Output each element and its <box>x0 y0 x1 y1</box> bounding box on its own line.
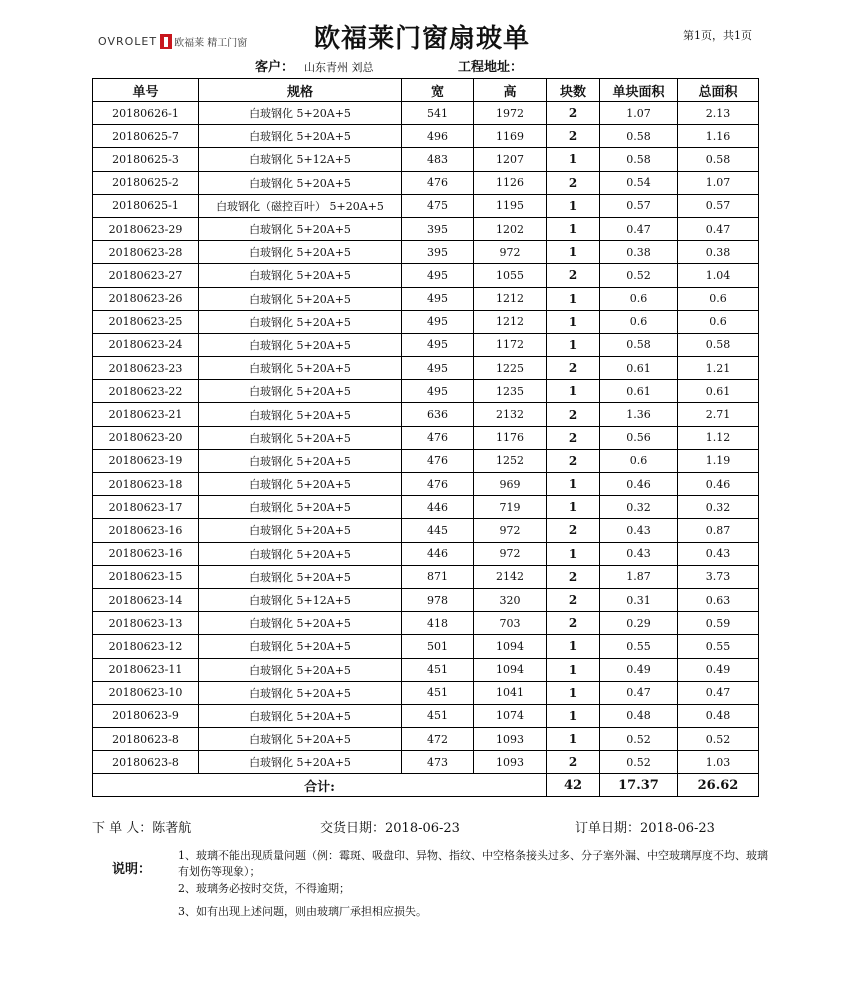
col-order-no-cell: 20180625-7 <box>93 125 199 148</box>
table-row <box>93 287 759 310</box>
col-spec-cell: 白玻钢化 5+20A+5 <box>199 357 402 380</box>
col-spec-cell: 白玻钢化 5+20A+5 <box>199 496 402 519</box>
col-height-cell: 972 <box>474 241 547 264</box>
logo-brand: OVROLET <box>98 34 158 48</box>
table-row <box>93 496 759 519</box>
col-spec-cell: 白玻钢化 5+20A+5 <box>199 171 402 194</box>
col-total-area-cell: 0.87 <box>678 519 759 542</box>
col-qty-cell: 2 <box>547 102 600 125</box>
delivery-date: 交货日期：2018-06-23 <box>320 821 460 836</box>
col-width-cell: 496 <box>402 125 474 148</box>
table-row <box>93 357 759 380</box>
col-spec-cell: 白玻钢化 5+20A+5 <box>199 612 402 635</box>
col-qty-cell: 1 <box>547 194 600 217</box>
table-row <box>93 658 759 681</box>
col-width-cell: 871 <box>402 565 474 588</box>
page-title: 欧福莱门窗扇玻单 <box>313 24 530 54</box>
col-order-no-cell: 20180623-23 <box>93 357 199 380</box>
col-width-cell: 501 <box>402 635 474 658</box>
col-spec-cell: 白玻钢化 5+20A+5 <box>199 681 402 704</box>
col-total-area-cell: 3.73 <box>678 565 759 588</box>
notes-label: 说明： <box>112 862 152 877</box>
col-unit-area-cell: 0.58 <box>600 125 678 148</box>
table-row <box>93 241 759 264</box>
col-qty-cell: 2 <box>547 588 600 611</box>
col-total-area-cell: 0.49 <box>678 658 759 681</box>
table-row <box>93 194 759 217</box>
col-order-no-cell: 20180623-26 <box>93 287 199 310</box>
col-qty-cell: 2 <box>547 519 600 542</box>
customer-label: 客户： <box>255 60 295 75</box>
col-total-area-cell: 0.32 <box>678 496 759 519</box>
col-height-cell: 1972 <box>474 102 547 125</box>
col-spec-cell: 白玻钢化 5+20A+5 <box>199 704 402 727</box>
col-order-no-header: 单号 <box>93 79 199 102</box>
total-unit-area: 17.37 <box>600 774 678 797</box>
col-qty-cell: 2 <box>547 403 600 426</box>
col-order-no-cell: 20180623-29 <box>93 217 199 240</box>
col-spec-cell: 白玻钢化 5+20A+5 <box>199 565 402 588</box>
table-row <box>93 635 759 658</box>
col-height-header: 高 <box>474 79 547 102</box>
table-row <box>93 403 759 426</box>
col-unit-area-cell: 0.6 <box>600 287 678 310</box>
col-qty-cell: 1 <box>547 658 600 681</box>
col-width-cell: 541 <box>402 102 474 125</box>
table-row <box>93 217 759 240</box>
col-qty-cell: 2 <box>547 449 600 472</box>
col-total-area-cell: 0.63 <box>678 588 759 611</box>
col-total-area-cell: 1.21 <box>678 357 759 380</box>
col-width-cell: 451 <box>402 681 474 704</box>
col-order-no-cell: 20180623-15 <box>93 565 199 588</box>
total-label: 合计: <box>93 774 547 797</box>
col-spec-cell: 白玻钢化 5+20A+5 <box>199 380 402 403</box>
col-total-area-cell: 0.52 <box>678 728 759 751</box>
col-height-cell: 1126 <box>474 171 547 194</box>
col-total-area-cell: 0.6 <box>678 310 759 333</box>
col-qty-cell: 2 <box>547 565 600 588</box>
glass-order-table <box>92 78 759 797</box>
col-order-no-cell: 20180623-14 <box>93 588 199 611</box>
col-order-no-cell: 20180623-16 <box>93 519 199 542</box>
col-spec-cell: 白玻钢化（磁控百叶） 5+20A+5 <box>199 194 402 217</box>
col-order-no-cell: 20180623-17 <box>93 496 199 519</box>
col-height-cell: 1094 <box>474 658 547 681</box>
col-width-cell: 395 <box>402 241 474 264</box>
col-height-cell: 1225 <box>474 357 547 380</box>
table-row <box>93 542 759 565</box>
col-width-cell: 451 <box>402 658 474 681</box>
col-unit-area-cell: 0.58 <box>600 333 678 356</box>
col-order-no-cell: 20180623-22 <box>93 380 199 403</box>
col-unit-area-cell: 1.87 <box>600 565 678 588</box>
col-qty-cell: 1 <box>547 473 600 496</box>
col-unit-area-cell: 0.31 <box>600 588 678 611</box>
col-qty-cell: 2 <box>547 264 600 287</box>
col-unit-area-cell: 0.57 <box>600 194 678 217</box>
col-qty-cell: 2 <box>547 171 600 194</box>
col-height-cell: 1202 <box>474 217 547 240</box>
col-qty-cell: 1 <box>547 496 600 519</box>
col-order-no-cell: 20180623-24 <box>93 333 199 356</box>
col-spec-cell: 白玻钢化 5+20A+5 <box>199 403 402 426</box>
col-unit-area-cell: 0.52 <box>600 728 678 751</box>
col-unit-area-cell: 0.38 <box>600 241 678 264</box>
col-order-no-cell: 20180623-18 <box>93 473 199 496</box>
note-item-3: 3、如有出现上述问题，则由玻璃厂承担相应损失。 <box>178 905 427 918</box>
col-unit-area-cell: 0.58 <box>600 148 678 171</box>
col-total-area-cell: 2.71 <box>678 403 759 426</box>
col-unit-area-cell: 0.61 <box>600 357 678 380</box>
col-spec-cell: 白玻钢化 5+20A+5 <box>199 519 402 542</box>
col-spec-cell: 白玻钢化 5+20A+5 <box>199 310 402 333</box>
col-unit-area-cell: 0.48 <box>600 704 678 727</box>
col-unit-area-cell: 0.56 <box>600 426 678 449</box>
col-total-area-cell: 0.43 <box>678 542 759 565</box>
col-total-area-cell: 1.03 <box>678 751 759 774</box>
col-spec-cell: 白玻钢化 5+20A+5 <box>199 333 402 356</box>
col-spec-cell: 白玻钢化 5+20A+5 <box>199 635 402 658</box>
col-unit-area-cell: 0.29 <box>600 612 678 635</box>
col-width-cell: 418 <box>402 612 474 635</box>
logo-cn-text: 欧福莱 精工门窗 <box>174 37 248 49</box>
col-order-no-cell: 20180623-16 <box>93 542 199 565</box>
col-spec-cell: 白玻钢化 5+12A+5 <box>199 148 402 171</box>
col-qty-cell: 2 <box>547 426 600 449</box>
col-height-cell: 320 <box>474 588 547 611</box>
col-width-cell: 476 <box>402 426 474 449</box>
table-row <box>93 473 759 496</box>
col-qty-cell: 1 <box>547 681 600 704</box>
col-total-area-cell: 1.16 <box>678 125 759 148</box>
note-item-1: 1、玻璃不能出现质量问题（例：霉斑、吸盘印、异物、指纹、中空格条接头过多、分子塞外漏、中空玻璃厚度不均、玻璃有划伤等现象）； <box>178 849 768 878</box>
col-spec-header: 规格 <box>199 79 402 102</box>
col-unit-area-cell: 0.61 <box>600 380 678 403</box>
col-order-no-cell: 20180623-25 <box>93 310 199 333</box>
col-width-cell: 495 <box>402 380 474 403</box>
col-total-area-cell: 0.6 <box>678 287 759 310</box>
col-order-no-cell: 20180623-19 <box>93 449 199 472</box>
col-spec-cell: 白玻钢化 5+20A+5 <box>199 728 402 751</box>
col-total-area-cell: 1.12 <box>678 426 759 449</box>
col-order-no-cell: 20180623-28 <box>93 241 199 264</box>
col-height-cell: 1176 <box>474 426 547 449</box>
col-height-cell: 1195 <box>474 194 547 217</box>
col-height-cell: 1207 <box>474 148 547 171</box>
col-height-cell: 2142 <box>474 565 547 588</box>
col-height-cell: 1094 <box>474 635 547 658</box>
col-total-area-cell: 1.19 <box>678 449 759 472</box>
col-qty-cell: 1 <box>547 542 600 565</box>
table-row <box>93 565 759 588</box>
col-width-cell: 495 <box>402 333 474 356</box>
col-total-area-cell: 0.47 <box>678 681 759 704</box>
col-width-cell: 446 <box>402 496 474 519</box>
total-area: 26.62 <box>678 774 759 797</box>
col-width-cell: 636 <box>402 403 474 426</box>
col-order-no-cell: 20180623-12 <box>93 635 199 658</box>
col-spec-cell: 白玻钢化 5+20A+5 <box>199 241 402 264</box>
col-unit-area-cell: 0.54 <box>600 171 678 194</box>
col-spec-cell: 白玻钢化 5+20A+5 <box>199 542 402 565</box>
col-height-cell: 1235 <box>474 380 547 403</box>
col-height-cell: 1212 <box>474 287 547 310</box>
col-order-no-cell: 20180626-1 <box>93 102 199 125</box>
col-total-area-cell: 0.57 <box>678 194 759 217</box>
col-unit-area-cell: 0.32 <box>600 496 678 519</box>
table-row <box>93 125 759 148</box>
col-total-area-cell: 0.58 <box>678 148 759 171</box>
col-width-cell: 473 <box>402 751 474 774</box>
col-spec-cell: 白玻钢化 5+20A+5 <box>199 449 402 472</box>
col-width-cell: 495 <box>402 357 474 380</box>
col-qty-cell: 1 <box>547 148 600 171</box>
col-unit-area-cell: 0.52 <box>600 751 678 774</box>
col-unit-area-cell: 1.07 <box>600 102 678 125</box>
col-order-no-cell: 20180623-9 <box>93 704 199 727</box>
col-qty-cell: 1 <box>547 635 600 658</box>
project-address <box>458 56 533 75</box>
col-unit-area-cell: 1.36 <box>600 403 678 426</box>
col-total-area-header: 总面积 <box>678 79 759 102</box>
total-qty: 42 <box>547 774 600 797</box>
col-qty-cell: 2 <box>547 612 600 635</box>
table-row <box>93 426 759 449</box>
col-qty-header: 块数 <box>547 79 600 102</box>
note-item-2: 2、玻璃务必按时交货，不得逾期； <box>178 882 350 895</box>
col-spec-cell: 白玻钢化 5+20A+5 <box>199 287 402 310</box>
col-height-cell: 703 <box>474 612 547 635</box>
col-total-area-cell: 0.46 <box>678 473 759 496</box>
issuer: 下 单 人：陈著航 <box>92 821 192 836</box>
col-width-cell: 476 <box>402 171 474 194</box>
col-width-cell: 445 <box>402 519 474 542</box>
table-row <box>93 310 759 333</box>
col-total-area-cell: 0.61 <box>678 380 759 403</box>
customer-value: 山东青州 刘总 <box>304 61 374 74</box>
col-height-cell: 1093 <box>474 751 547 774</box>
col-width-cell: 476 <box>402 449 474 472</box>
col-height-cell: 1252 <box>474 449 547 472</box>
col-height-cell: 972 <box>474 542 547 565</box>
col-spec-cell: 白玻钢化 5+20A+5 <box>199 217 402 240</box>
col-spec-cell: 白玻钢化 5+20A+5 <box>199 264 402 287</box>
col-unit-area-cell: 0.6 <box>600 449 678 472</box>
table-row <box>93 612 759 635</box>
customer <box>255 56 374 75</box>
col-unit-area-header: 单块面积 <box>600 79 678 102</box>
col-total-area-cell: 1.07 <box>678 171 759 194</box>
col-total-area-cell: 0.38 <box>678 241 759 264</box>
col-height-cell: 1169 <box>474 125 547 148</box>
col-total-area-cell: 2.13 <box>678 102 759 125</box>
col-order-no-cell: 20180623-8 <box>93 728 199 751</box>
col-order-no-cell: 20180623-20 <box>93 426 199 449</box>
project-address-label: 工程地址： <box>458 60 524 75</box>
col-order-no-cell: 20180625-1 <box>93 194 199 217</box>
col-unit-area-cell: 0.47 <box>600 217 678 240</box>
col-width-cell: 495 <box>402 264 474 287</box>
table-row <box>93 333 759 356</box>
col-order-no-cell: 20180623-27 <box>93 264 199 287</box>
col-height-cell: 1041 <box>474 681 547 704</box>
col-qty-cell: 1 <box>547 333 600 356</box>
col-height-cell: 1055 <box>474 264 547 287</box>
col-width-cell: 472 <box>402 728 474 751</box>
col-height-cell: 972 <box>474 519 547 542</box>
table-row <box>93 751 759 774</box>
col-width-cell: 395 <box>402 217 474 240</box>
col-qty-cell: 1 <box>547 241 600 264</box>
col-height-cell: 1093 <box>474 728 547 751</box>
col-qty-cell: 2 <box>547 751 600 774</box>
table-row <box>93 588 759 611</box>
table-row <box>93 380 759 403</box>
table-row <box>93 264 759 287</box>
col-order-no-cell: 20180623-13 <box>93 612 199 635</box>
col-height-cell: 1172 <box>474 333 547 356</box>
col-qty-cell: 2 <box>547 357 600 380</box>
col-width-cell: 483 <box>402 148 474 171</box>
total-row <box>93 774 759 797</box>
table-row <box>93 102 759 125</box>
col-width-cell: 978 <box>402 588 474 611</box>
col-order-no-cell: 20180625-3 <box>93 148 199 171</box>
table-row <box>93 148 759 171</box>
col-height-cell: 1212 <box>474 310 547 333</box>
col-total-area-cell: 0.58 <box>678 333 759 356</box>
col-order-no-cell: 20180623-21 <box>93 403 199 426</box>
col-qty-cell: 1 <box>547 287 600 310</box>
col-order-no-cell: 20180623-10 <box>93 681 199 704</box>
col-width-cell: 451 <box>402 704 474 727</box>
col-height-cell: 1074 <box>474 704 547 727</box>
order-date: 订单日期：2018-06-23 <box>575 821 715 836</box>
col-unit-area-cell: 0.47 <box>600 681 678 704</box>
col-total-area-cell: 0.55 <box>678 635 759 658</box>
table-row <box>93 681 759 704</box>
col-qty-cell: 1 <box>547 310 600 333</box>
col-width-cell: 495 <box>402 287 474 310</box>
col-qty-cell: 2 <box>547 125 600 148</box>
col-width-cell: 475 <box>402 194 474 217</box>
col-total-area-cell: 0.59 <box>678 612 759 635</box>
col-order-no-cell: 20180625-2 <box>93 171 199 194</box>
col-unit-area-cell: 0.43 <box>600 542 678 565</box>
page-info: 第1页，共1页 <box>683 29 752 42</box>
col-qty-cell: 1 <box>547 704 600 727</box>
col-order-no-cell: 20180623-8 <box>93 751 199 774</box>
table-row <box>93 449 759 472</box>
col-unit-area-cell: 0.55 <box>600 635 678 658</box>
table-row <box>93 704 759 727</box>
col-total-area-cell: 0.48 <box>678 704 759 727</box>
col-total-area-cell: 1.04 <box>678 264 759 287</box>
col-width-cell: 446 <box>402 542 474 565</box>
col-qty-cell: 1 <box>547 380 600 403</box>
col-unit-area-cell: 0.49 <box>600 658 678 681</box>
col-spec-cell: 白玻钢化 5+20A+5 <box>199 751 402 774</box>
col-spec-cell: 白玻钢化 5+20A+5 <box>199 102 402 125</box>
table-row <box>93 519 759 542</box>
col-width-header: 宽 <box>402 79 474 102</box>
col-width-cell: 476 <box>402 473 474 496</box>
col-spec-cell: 白玻钢化 5+12A+5 <box>199 588 402 611</box>
table-row <box>93 171 759 194</box>
col-spec-cell: 白玻钢化 5+20A+5 <box>199 658 402 681</box>
col-spec-cell: 白玻钢化 5+20A+5 <box>199 473 402 496</box>
col-spec-cell: 白玻钢化 5+20A+5 <box>199 426 402 449</box>
col-order-no-cell: 20180623-11 <box>93 658 199 681</box>
col-unit-area-cell: 0.52 <box>600 264 678 287</box>
col-spec-cell: 白玻钢化 5+20A+5 <box>199 125 402 148</box>
col-height-cell: 2132 <box>474 403 547 426</box>
col-qty-cell: 1 <box>547 217 600 240</box>
col-height-cell: 719 <box>474 496 547 519</box>
table-header <box>93 79 759 102</box>
col-total-area-cell: 0.47 <box>678 217 759 240</box>
table-row <box>93 728 759 751</box>
col-qty-cell: 1 <box>547 728 600 751</box>
col-unit-area-cell: 0.6 <box>600 310 678 333</box>
col-unit-area-cell: 0.46 <box>600 473 678 496</box>
col-unit-area-cell: 0.43 <box>600 519 678 542</box>
col-height-cell: 969 <box>474 473 547 496</box>
col-width-cell: 495 <box>402 310 474 333</box>
